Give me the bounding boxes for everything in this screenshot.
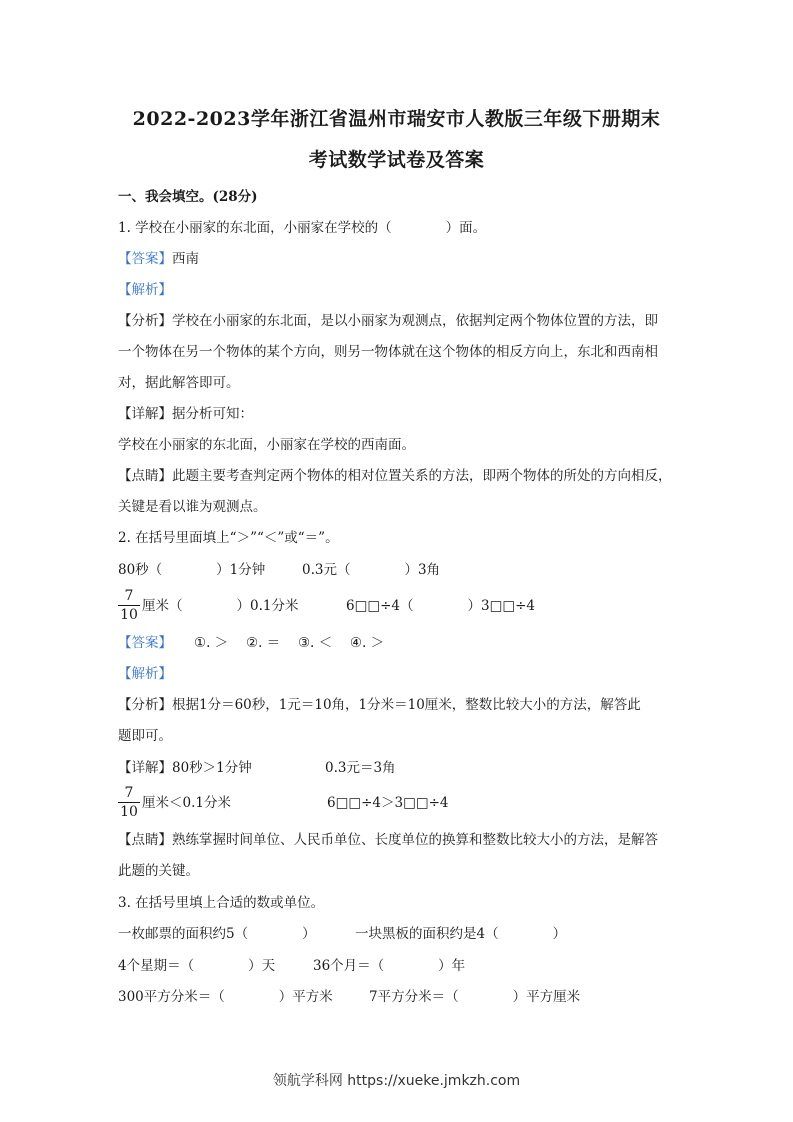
answer-tag: 【答案】 <box>118 251 172 267</box>
q3-question: 3. 在括号里填上合适的数或单位。 <box>118 895 325 911</box>
q1-comment-1: 【点睛】此题主要考查判定两个物体的相对位置关系的方法，即两个物体的所处的方向相反， <box>118 468 672 484</box>
q1-detail: 学校在小丽家的东北面，小丽家在学校的西南面。 <box>118 437 415 453</box>
fraction-denominator: 10 <box>120 804 138 820</box>
q3-row3-b: 7平方分米＝（ ）平方厘米 <box>369 989 581 1005</box>
q1-analysis-tag: 【解析】 <box>118 282 172 298</box>
answer-tag: 【答案】 <box>118 635 172 651</box>
q2-detail-1b: 0.3元＝3角 <box>325 760 396 776</box>
q1-question: 1. 学校在小丽家的东北面，小丽家在学校的（ ）面。 <box>118 220 487 236</box>
q3-row1-b: 一块黑板的面积约是4（ ） <box>355 926 567 942</box>
q3-row2-a: 4个星期＝（ ）天 <box>118 958 276 974</box>
q2-analysis-2: 题即可。 <box>118 728 172 744</box>
q2-comment-1: 【点睛】熟练掌握时间单位、人民币单位、长度单位的换算和整数比较大小的方法，是解答 <box>118 832 658 848</box>
q2-row2-a: 厘米（ ）0.1分米 <box>142 598 299 614</box>
q2-answer-line <box>118 634 384 652</box>
q2-comment-2: 此题的关键。 <box>118 863 199 879</box>
q2-detail-2a: 厘米＜0.1分米 <box>142 795 231 811</box>
q2-answer: ①. ＞ ②. ＝ ③. ＜ ④. ＞ <box>194 635 385 651</box>
q1-analysis-1: 【分析】学校在小丽家的东北面，是以小丽家为观测点，依据判定两个物体位置的方法，即 <box>118 313 658 329</box>
fraction-numerator: 7 <box>124 588 134 604</box>
q2-analysis-1: 【分析】根据1分＝60秒，1元＝10角，1分米＝10厘米，整数比较大小的方法，解答此 <box>118 697 641 713</box>
section-heading: 一、我会填空。(28分) <box>118 189 258 205</box>
q2-row1-a: 80秒（ ）1分钟 <box>118 562 266 578</box>
q2-row2-b: 6□□÷4（ ）3□□÷4 <box>346 598 535 614</box>
q3-row3-a: 300平方分米＝（ ）平方米 <box>118 989 333 1005</box>
q2-detail-2b: 6□□÷4＞3□□÷4 <box>327 795 449 811</box>
q2-row1-b: 0.3元（ ）3角 <box>302 562 441 578</box>
fraction-denominator: 10 <box>120 607 138 623</box>
fraction-bar <box>118 605 140 606</box>
q1-answer: 西南 <box>172 251 199 267</box>
q2-detail-1a: 【详解】80秒＞1分钟 <box>118 760 252 776</box>
q1-detail-title: 【详解】据分析可知： <box>118 406 253 422</box>
fraction-numerator: 7 <box>124 785 134 801</box>
q1-answer-line <box>118 250 199 268</box>
page-footer: 领航学科网 https://xueke.jmkzh.com <box>272 1073 521 1089</box>
q2-question: 2. 在括号里面填上“＞”“＜”或“＝”。 <box>118 530 339 546</box>
q2-fraction <box>118 588 140 623</box>
q1-analysis-2: 一个物体在另一个物体的某个方向，则另一物体就在这个物体的相反方向上，东北和西南相 <box>118 344 658 360</box>
q3-row1-a: 一枚邮票的面积约5（ ） <box>118 926 316 942</box>
doc-title-line1: 2022-2023学年浙江省温州市瑞安市人教版三年级下册期末 <box>132 108 661 130</box>
q1-analysis-3: 对，据此解答即可。 <box>118 375 240 391</box>
q2-detail-fraction <box>118 785 140 820</box>
q1-comment-2: 关键是看以谁为观测点。 <box>118 499 267 515</box>
fraction-bar <box>118 802 140 803</box>
q2-analysis-tag: 【解析】 <box>118 666 172 682</box>
q3-row2-b: 36个月＝（ ）年 <box>313 958 466 974</box>
doc-title-line2: 考试数学试卷及答案 <box>308 149 485 171</box>
